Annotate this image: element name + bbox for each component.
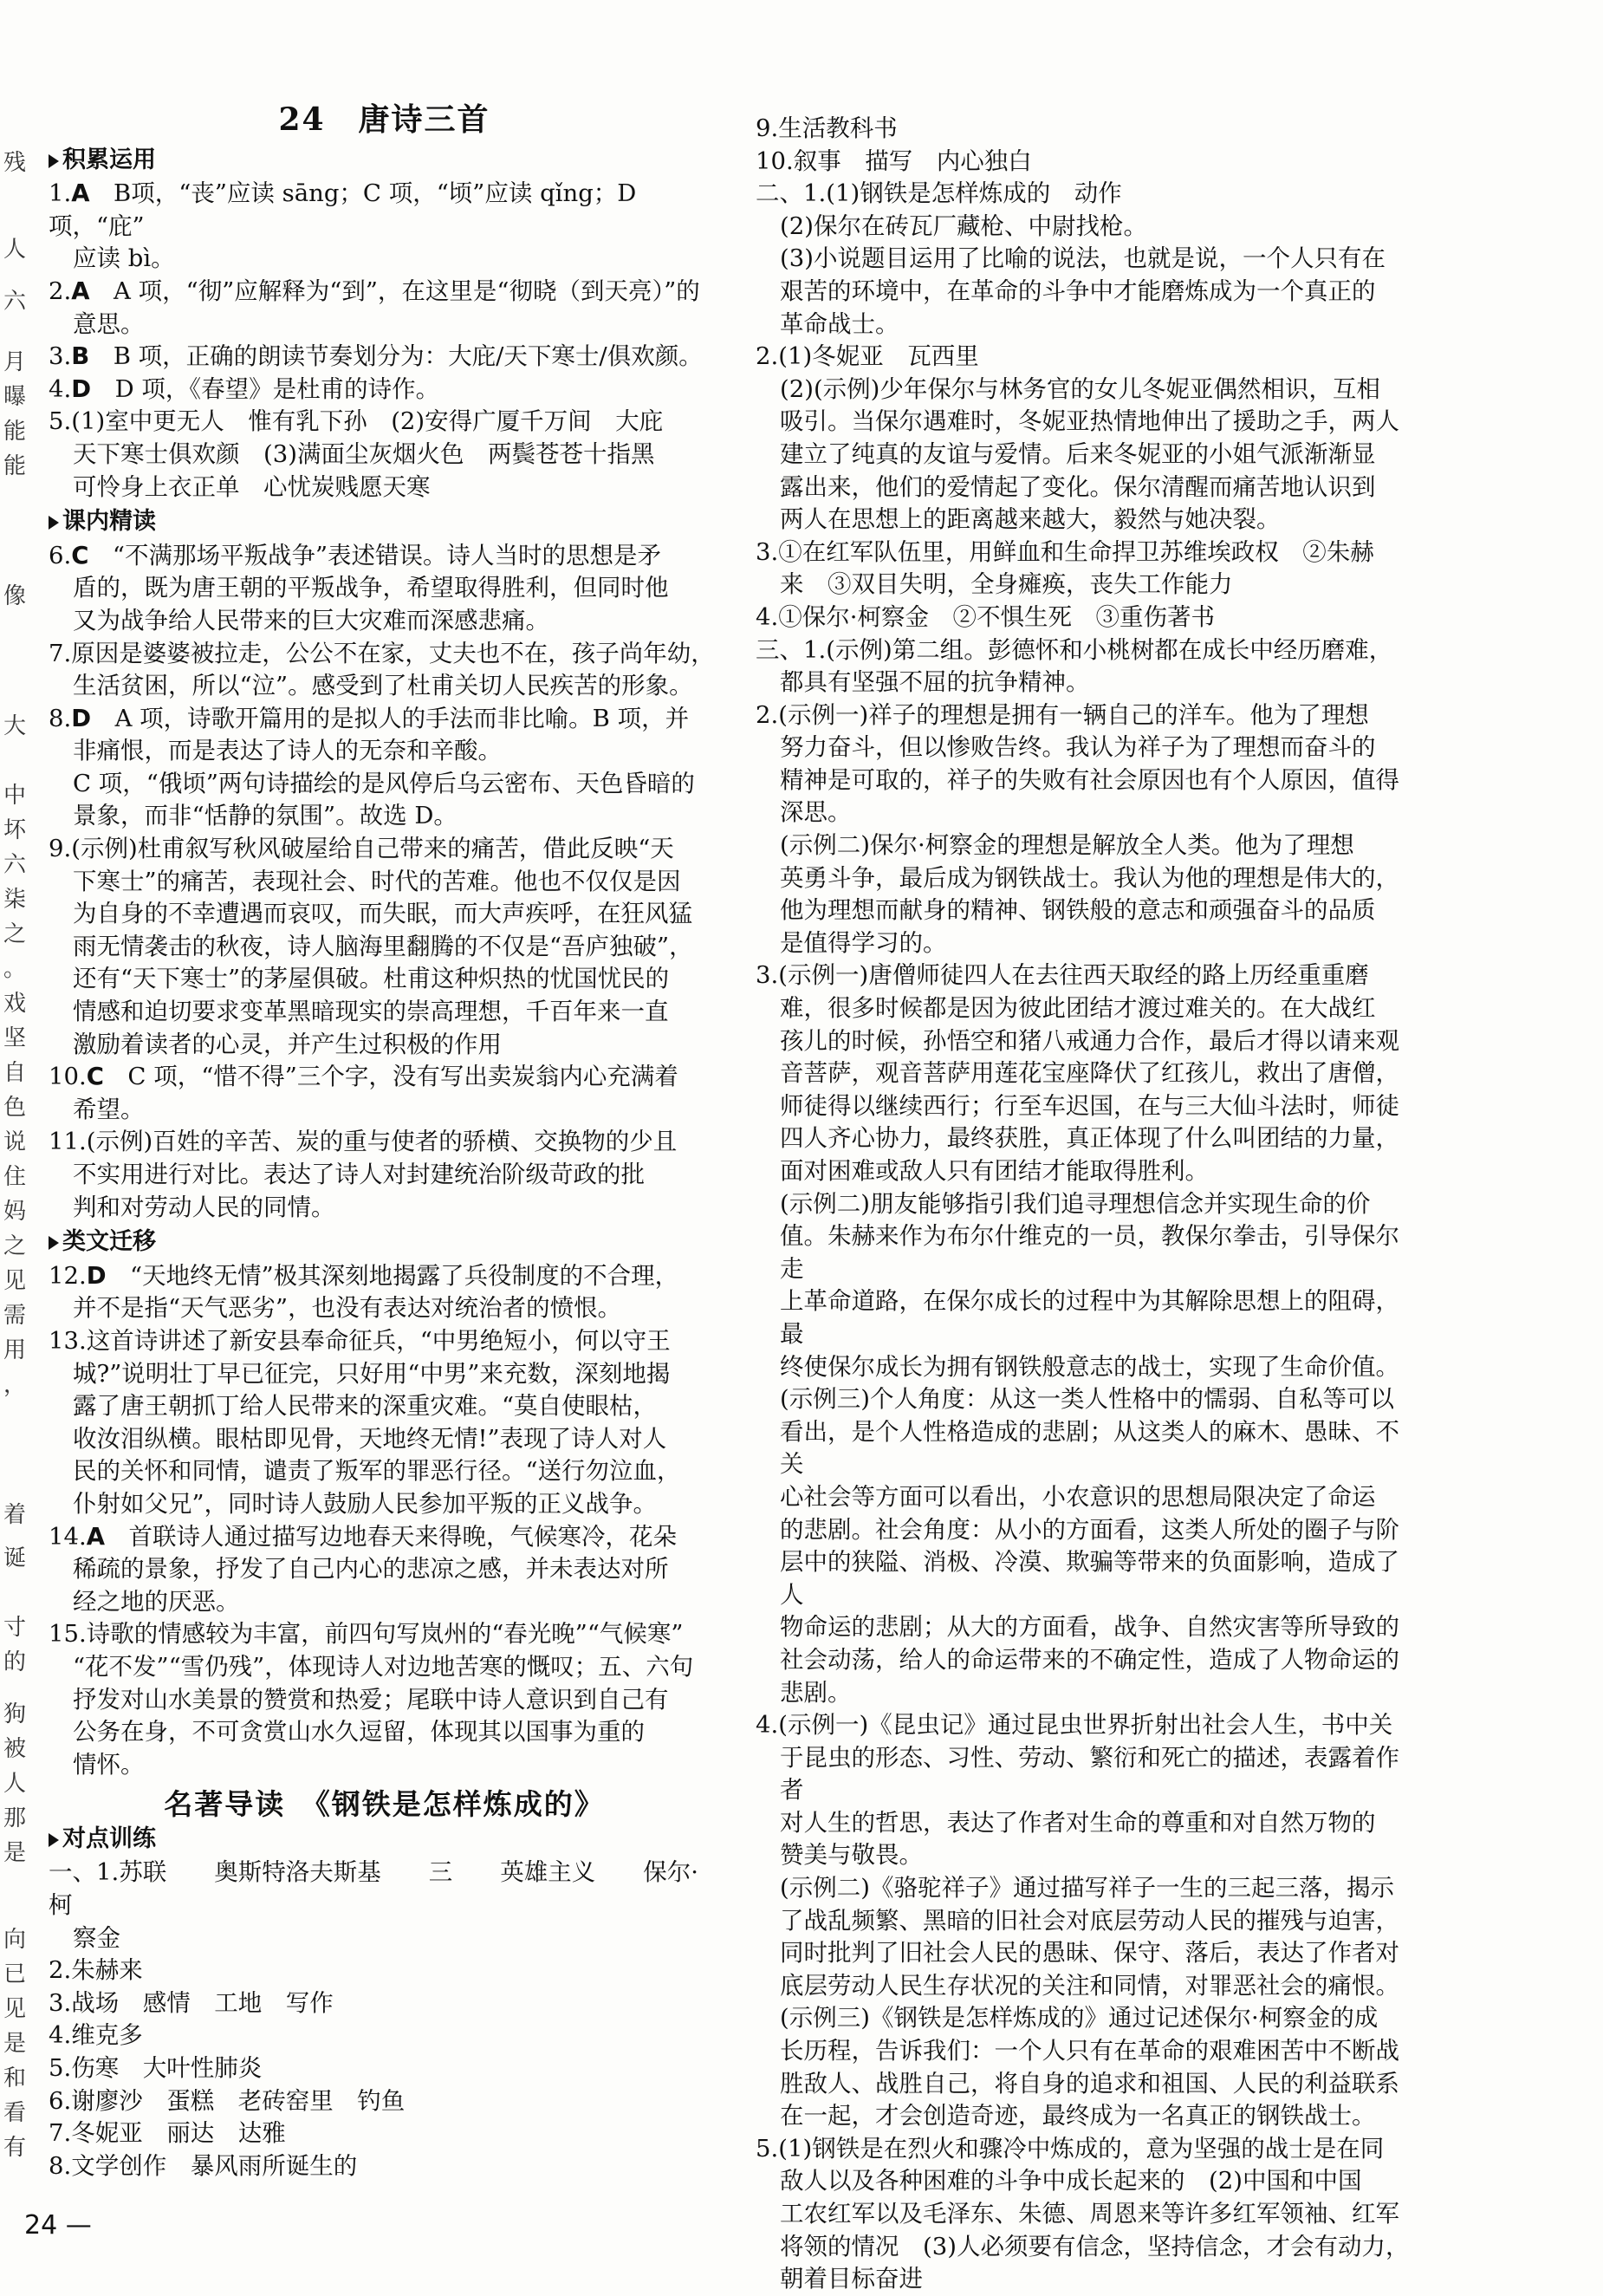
bleed-char: 能 xyxy=(3,419,27,445)
section-heading-intensive-reading: 课内精读 xyxy=(49,505,720,538)
bleed-char: 柒 xyxy=(3,887,27,913)
part3-answer-4: 4.(示例一)《昆虫记》通过昆虫世界折射出社会人生，书中关 xyxy=(756,1711,1393,1740)
bleed-char: ， xyxy=(3,1372,27,1398)
part2-answer-2-cont: (2)(示例)少年保尔与林务官的女儿冬妮亚偶然相识，互相 xyxy=(780,374,1380,403)
part2-answer-1-cont: 艰苦的环境中，在革命的斗争中才能磨炼成为一个真正的 xyxy=(780,276,1376,305)
part2-answer-2-cont: 建立了纯真的友谊与爱情。后来冬妮亚的小姐气派渐渐显 xyxy=(780,439,1376,468)
bleed-char: 向 xyxy=(3,1927,27,1953)
part2-answer-2: 2.(1)冬妮亚 瓦西里 xyxy=(756,342,979,371)
part3-answer-3-cont: 上革命道路，在保尔成长的过程中为其解除思想上的阻碍，最 xyxy=(780,1287,1399,1348)
bleed-char: 诞 xyxy=(3,1545,27,1571)
part3-answer-3-cont: 师徒得以继续西行；行至车迟国，在与三大仙斗法时，师徒 xyxy=(780,1091,1399,1120)
part2-answer-1-cont: (3)小说题目运用了比喻的说法，也就是说，一个人只有在 xyxy=(780,244,1386,273)
triangle-marker-icon xyxy=(49,154,59,168)
bleed-char: 之 xyxy=(3,921,27,947)
answer-9-cont: 还有“天下寒士”的茅屋俱破。杜甫这种炽热的忧国忧民的 xyxy=(73,965,670,993)
triangle-marker-icon xyxy=(49,1833,59,1847)
part3-answer-3-cont: 值。朱赫来作为布尔什维克的一员，教保尔拳击，引导保尔走 xyxy=(780,1222,1399,1283)
answer-2: 2.A A 项，“彻”应解释为“到”，在这里是“彻晓（到天亮）”的 xyxy=(49,276,700,305)
bleed-char: 和 xyxy=(3,2065,27,2091)
bleed-char: 住 xyxy=(3,1164,27,1190)
answer-6-cont: 盾的，既为唐王朝的平叛战争，希望取得胜利，但同时他 xyxy=(73,574,669,602)
part3-answer-1-cont: 都具有坚强不屈的抗争精神。 xyxy=(780,668,1090,697)
practice-answer-1: 一、1.苏联 奥斯特洛夫斯基 三 英雄主义 保尔·柯 xyxy=(49,1858,698,1920)
answer-5: 5.(1)室中更无人 惟有乳下孙 (2)安得广厦千万间 大庇 xyxy=(49,407,664,436)
part3-answer-5-cont: 将领的情况 (3)人必须要有信念，坚持信念，才会有动力， xyxy=(780,2232,1410,2260)
answer-4: 4.D D 项，《春望》是杜甫的诗作。 xyxy=(49,374,440,403)
part3-answer-2: 2.(示例一)祥子的理想是拥有一辆自己的洋车。他为了理想 xyxy=(756,700,1369,729)
answer-8-cont: C 项，“俄顷”两句诗描绘的是风停后乌云密布、天色昏暗的 xyxy=(73,769,695,797)
answer-1: 1.A B项，“丧”应读 sāng；C 项，“顷”应读 qǐng；D 项，“庇” xyxy=(49,179,637,240)
bleed-char: 大 xyxy=(3,713,27,739)
right-column xyxy=(756,113,1421,2296)
answer-14-cont: 稀疏的景象，抒发了自己内心的悲凉之感，并未表达对所 xyxy=(73,1555,669,1584)
part2-answer-1: 二、1.(1)钢铁是怎样炼成的 动作 xyxy=(756,179,1122,208)
classic-reading-title: 名著导读 《钢铁是怎样炼成的》 xyxy=(164,1787,605,1822)
part3-answer-4-cont: 长历程，告诉我们：一个人只有在革命的艰难困苦中不断战 xyxy=(780,2037,1399,2065)
part3-answer-5: 5.(1)钢铁是在烈火和骤冷中炼成的，意为坚强的战士是在同 xyxy=(756,2134,1385,2163)
part3-answer-3-cont: 的悲剧。社会角度：从小的方面看，这类人所处的圈子与阶 xyxy=(780,1515,1399,1544)
answer-15-cont: “花不发”“雪仍残”，体现诗人对边地苦寒的慨叹；五、六句 xyxy=(73,1652,694,1681)
part3-answer-4-cont: (示例二)《骆驼祥子》通过描写祥子一生的三起三落，揭示 xyxy=(780,1874,1394,1902)
bleed-char: 色 xyxy=(3,1095,27,1121)
answer-9: 9.(示例)杜甫叙写秋风破屋给自己带来的痛苦，借此反映“天 xyxy=(49,835,674,863)
bleed-char: 中 xyxy=(3,783,27,809)
part3-answer-2-cont: 精神是可取的，祥子的失败有社会原因也有个人原因，值得 xyxy=(780,765,1399,794)
part3-answer-3-cont: (示例三)个人角度：从这一类人性格中的懦弱、自私等可以 xyxy=(780,1385,1394,1414)
bleed-char: 人 xyxy=(3,1771,27,1797)
bleed-char: 需 xyxy=(3,1303,27,1329)
practice-answer-3: 3.战场 感情 工地 写作 xyxy=(49,1988,334,2017)
part3-answer-4-cont: 底层劳动人民生存状况的关注和同情，对罪恶社会的痛恨。 xyxy=(780,1971,1399,2000)
bleed-char: 狗 xyxy=(3,1701,27,1727)
practice-answer-8: 8.文学创作 暴风雨所诞生的 xyxy=(49,2151,358,2180)
answer-12: 12.D “天地终无情”极其深刻地揭露了兵役制度的不合理， xyxy=(49,1261,679,1290)
answer-15-cont: 情怀。 xyxy=(73,1750,145,1779)
part3-answer-3-cont: 心社会等方面可以看出，小农意识的思想局限决定了命运 xyxy=(780,1482,1376,1511)
bleed-char: 被 xyxy=(3,1736,27,1762)
answer-13-cont: 民的关怀和同情，谴责了叛军的罪恶行径。“送行勿泣血， xyxy=(73,1457,681,1486)
part3-answer-4-cont: 对人生的哲思，表达了作者对生命的尊重和对自然万物的 xyxy=(780,1808,1376,1837)
bleed-char: 能 xyxy=(3,453,27,479)
answer-9-cont: 为自身的不幸遭遇而哀叹，而失眠，而大声疾呼，在狂风猛 xyxy=(73,900,692,928)
part3-answer-2-cont: 深思。 xyxy=(780,798,852,827)
part3-answer-3-cont: 四人齐心协力，最终获胜，真正体现了什么叫团结的力量， xyxy=(780,1124,1399,1153)
part2-answer-2-cont: 露出来，他们的爱情起了变化。保尔清醒而痛苦地认识到 xyxy=(780,472,1376,501)
answer-11: 11.(示例)百姓的辛苦、炭的重与使者的骄横、交换物的少且 xyxy=(49,1128,678,1156)
bleed-char: 是 xyxy=(3,2031,27,2057)
bleed-char: 六 xyxy=(3,852,27,878)
answer-6-cont: 又为战争给人民带来的巨大灾难而深感悲痛。 xyxy=(73,606,549,634)
part3-answer-4-cont: (示例三)《钢铁是怎样炼成的》通过记述保尔·柯察金的成 xyxy=(780,2004,1379,2033)
part2-answer-1-cont: 革命战士。 xyxy=(780,309,899,338)
answer-1-cont: 应读 bì。 xyxy=(73,244,175,273)
bleed-char: 月 xyxy=(3,349,27,375)
lesson-title: 24 唐诗三首 xyxy=(278,101,490,138)
answer-15-cont: 公务在身，不可贪赏山水久逗留，体现其以国事为重的 xyxy=(73,1718,645,1746)
part3-answer-1: 三、1.(示例)第二组。彭德怀和小桃树都在成长中经历磨难， xyxy=(756,635,1393,664)
answer-13-cont: 收汝泪纵横。眼枯即见骨，天地终无情!”表现了诗人对人 xyxy=(73,1424,667,1453)
triangle-marker-icon xyxy=(49,516,59,530)
left-column xyxy=(49,101,720,2182)
part2-answer-3: 3.①在红军队伍里，用鲜血和生命捍卫苏维埃政权 ②朱赫 xyxy=(756,537,1374,566)
answer-8-cont: 非痛恨，而是表达了诗人的无奈和辛酸。 xyxy=(73,737,502,765)
part3-answer-4-cont: 胜敌人、战胜自己，将自身的追求和祖国、人民的利益联系 xyxy=(780,2069,1399,2098)
answer-13-cont: 露了唐王朝抓丁给人民带来的深重灾难。“莫自使眼枯， xyxy=(73,1392,658,1421)
bleed-char: 已 xyxy=(3,1961,27,1987)
part3-answer-4-cont: 于昆虫的形态、习性、劳动、繁衍和死亡的描述，表露着作者 xyxy=(780,1743,1399,1805)
part2-answer-1-cont: (2)保尔在砖瓦厂藏枪、中尉找枪。 xyxy=(780,211,1147,240)
answer-8-cont: 景象，而非“恬静的氛围”。故选 D。 xyxy=(73,802,458,830)
answer-3: 3.B B 项，正确的朗读节奏划分为：大庇/天下寒士/俱欢颜。 xyxy=(49,342,703,371)
practice-answer-10: 10.叙事 描写 内心独白 xyxy=(756,146,1032,175)
practice-answer-5: 5.伤寒 大叶性肺炎 xyxy=(49,2054,263,2083)
bleed-char: 像 xyxy=(3,583,27,609)
triangle-marker-icon xyxy=(49,1236,59,1250)
bleed-char: 残 xyxy=(3,150,27,176)
part3-answer-2-cont: 努力奋斗，但以惨败告终。我认为祥子为了理想而奋斗的 xyxy=(780,733,1376,762)
part2-answer-4: 4.①保尔·柯察金 ②不惧生死 ③重伤著书 xyxy=(756,602,1215,631)
part3-answer-3-cont: 社会动荡，给人的命运带来的不确定性，造成了人物命运的 xyxy=(780,1645,1399,1674)
part3-answer-4-cont: 在一起，才会创造奇迹，最终成为一名真正的钢铁战士。 xyxy=(780,2102,1376,2130)
answer-11-cont: 不实用进行对比。表达了诗人对封建统治阶级苛政的批 xyxy=(73,1161,645,1188)
section-heading-practice: 对点训练 xyxy=(49,1823,720,1856)
answer-8: 8.D A 项，诗歌开篇用的是拟人的手法而非比喻。B 项，并 xyxy=(49,704,690,732)
page-number: 24 — xyxy=(24,2210,92,2241)
bleed-char: 寸 xyxy=(3,1615,27,1641)
bleed-char: 自 xyxy=(3,1060,27,1086)
answer-14: 14.A 首联诗人通过描写边地春天来得晚，气候寒冷，花朵 xyxy=(49,1522,678,1551)
practice-answer-9: 9.生活教科书 xyxy=(756,114,898,142)
part2-answer-2-cont: 吸引。当保尔遇难时，冬妮亚热情地伸出了援助之手，两人 xyxy=(780,407,1399,436)
bleed-char: 用 xyxy=(3,1337,27,1363)
answer-5-cont: 天下寒士俱欢颜 (3)满面尘灰烟火色 两鬓苍苍十指黑 xyxy=(73,439,655,468)
answer-9-cont: 雨无情袭击的秋夜，诗人脑海里翻腾的不仅是“吾庐独破”， xyxy=(73,932,693,960)
bleed-char: 人 xyxy=(3,237,27,263)
bleed-char: 。 xyxy=(3,956,27,982)
answer-12-cont: 并不是指“天气恶劣”，也没有表达对统治者的愤恨。 xyxy=(73,1294,622,1323)
part2-answer-2-cont: 两人在思想上的距离越来越大，毅然与她决裂。 xyxy=(780,505,1281,534)
bleed-char: 看 xyxy=(3,2100,27,2126)
part3-answer-3-cont: 物命运的悲剧；从大的方面看，战争、自然灾害等所导致的 xyxy=(780,1613,1399,1642)
answer-9-cont: 激励着读者的心灵，并产生过积极的作用 xyxy=(73,1030,502,1058)
part3-answer-3-cont: (示例二)朋友能够指引我们追寻理想信念并实现生命的价 xyxy=(780,1189,1371,1218)
practice-answer-7: 7.冬妮亚 丽达 达雅 xyxy=(49,2119,286,2148)
part3-answer-3-cont: 看出，是个人性格造成的悲剧；从这类人的麻木、愚昧、不关 xyxy=(780,1417,1399,1479)
bleed-char: 的 xyxy=(3,1649,27,1675)
answer-10-cont: 希望。 xyxy=(73,1095,145,1123)
bleed-char: 之 xyxy=(3,1233,27,1259)
bleed-char: 坏 xyxy=(3,817,27,843)
answer-6: 6.C “不满那场平叛战争”表述错误。诗人当时的思想是矛 xyxy=(49,541,662,569)
part3-answer-2-cont: 他为理想而献身的精神、钢铁般的意志和顽强奋斗的品质 xyxy=(780,896,1376,925)
answer-14-cont: 经之地的厌恶。 xyxy=(73,1587,240,1616)
part3-answer-3-cont: 悲剧。 xyxy=(780,1678,852,1707)
part3-answer-2-cont: 英勇斗争，最后成为钢铁战士。我认为他的理想是伟大的， xyxy=(780,863,1399,892)
answer-9-cont: 情感和迫切要求变革黑暗现实的崇高理想，千百年来一直 xyxy=(73,998,669,1026)
bleed-char: 有 xyxy=(3,2135,27,2161)
part2-answer-3-cont: 来 ③双目失明，全身瘫痪，丧失工作能力 xyxy=(780,570,1233,599)
section-heading-accumulate: 积累运用 xyxy=(49,144,720,177)
answer-11-cont: 判和对劳动人民的同情。 xyxy=(73,1193,335,1221)
bleed-char: 坚 xyxy=(3,1025,27,1051)
bleed-char: 曝 xyxy=(3,384,27,410)
answer-7-cont: 生活贫困，所以“泣”。感受到了杜甫关切人民疾苦的形象。 xyxy=(73,672,693,700)
answer-7: 7.原因是婆婆被拉走，公公不在家，丈夫也不在，孩子尚年幼， xyxy=(49,639,715,667)
part3-answer-4-cont: 了战乱频繁、黑暗的旧社会对底层劳动人民的摧残与迫害， xyxy=(780,1906,1399,1935)
answer-15-cont: 抒发对山水美景的赞赏和热爱；尾联中诗人意识到自己有 xyxy=(73,1685,669,1714)
part3-answer-4-cont: 赞美与敬畏。 xyxy=(780,1841,923,1870)
practice-answer-6: 6.谢廖沙 蛋糕 老砖窑里 钓鱼 xyxy=(49,2086,406,2115)
part3-answer-3: 3.(示例一)唐僧师徒四人在去往西天取经的路上历经重重磨 xyxy=(756,961,1369,990)
part3-answer-3-cont: 层中的狭隘、消极、冷漠、欺骗等带来的负面影响，造成了人 xyxy=(780,1548,1399,1609)
bleed-char: 是 xyxy=(3,1840,27,1866)
answer-9-cont: 下寒士”的痛苦，表现社会、时代的苦难。他也不仅仅是因 xyxy=(73,867,681,895)
bleed-char: 妈 xyxy=(3,1199,27,1225)
section-heading-transfer: 类文迁移 xyxy=(49,1226,720,1259)
part3-answer-3-cont: 终使保尔成长为拥有钢铁般意志的战士，实现了生命价值。 xyxy=(780,1352,1399,1381)
bleed-char: 着 xyxy=(3,1502,27,1528)
part3-answer-2-cont: (示例二)保尔·柯察金的理想是解放全人类。他为了理想 xyxy=(780,831,1354,860)
answer-13-cont: 城?”说明壮丁早已征完，只好用“中男”来充数，深刻地揭 xyxy=(73,1359,671,1388)
part3-answer-3-cont: 孩儿的时候，孙悟空和猪八戒通力合作，最后才得以请来观 xyxy=(780,1026,1399,1055)
practice-answer-2: 2.朱赫来 xyxy=(49,1956,143,1985)
practice-answer-4: 4.维克多 xyxy=(49,2021,143,2050)
bleed-char: 说 xyxy=(3,1129,27,1155)
part3-answer-3-cont: 面对困难或敌人只有团结才能取得胜利。 xyxy=(780,1157,1209,1185)
part3-answer-5-cont: 工农红军以及毛泽东、朱德、周恩来等许多红军领袖、红军 xyxy=(780,2200,1399,2228)
bleed-char: 那 xyxy=(3,1805,27,1831)
part3-answer-5-cont: 朝着目标奋进 xyxy=(780,2265,923,2293)
part3-answer-4-cont: 同时批判了旧社会人民的愚昧、保守、落后，表达了作者对 xyxy=(780,1939,1399,1968)
bleed-char: 戏 xyxy=(3,991,27,1017)
answer-13: 13.这首诗讲述了新安县奉命征兵，“中男绝短小，何以守王 xyxy=(49,1326,671,1355)
bleed-char: 见 xyxy=(3,1268,27,1294)
answer-15: 15.诗歌的情感较为丰富，前四句写岚州的“春光晚”“气候寒” xyxy=(49,1620,684,1649)
part3-answer-3-cont: 音菩萨，观音菩萨用莲花宝座降伏了红孩儿，救出了唐僧， xyxy=(780,1059,1399,1088)
part3-answer-3-cont: 难，很多时候都是因为彼此团结才渡过难关的。在大战红 xyxy=(780,994,1376,1023)
answer-10: 10.C C 项，“惜不得”三个字，没有写出卖炭翁内心充满着 xyxy=(49,1063,678,1091)
bleed-char: 六 xyxy=(3,289,27,315)
answer-13-cont: 仆射如父兄”，同时诗人鼓励人民参加平叛的正义战争。 xyxy=(73,1489,658,1518)
practice-answer-1-cont: 察金 xyxy=(73,1923,120,1952)
answer-2-cont: 意思。 xyxy=(73,309,145,338)
part3-answer-2-cont: 是值得学习的。 xyxy=(780,928,947,957)
bleed-char: 见 xyxy=(3,1996,27,2022)
part3-answer-5-cont: 敌人以及各种困难的斗争中成长起来的 (2)中国和中国 xyxy=(780,2167,1362,2195)
answer-5-cont: 可怜身上衣正单 心忧炭贱愿天寒 xyxy=(73,472,431,501)
